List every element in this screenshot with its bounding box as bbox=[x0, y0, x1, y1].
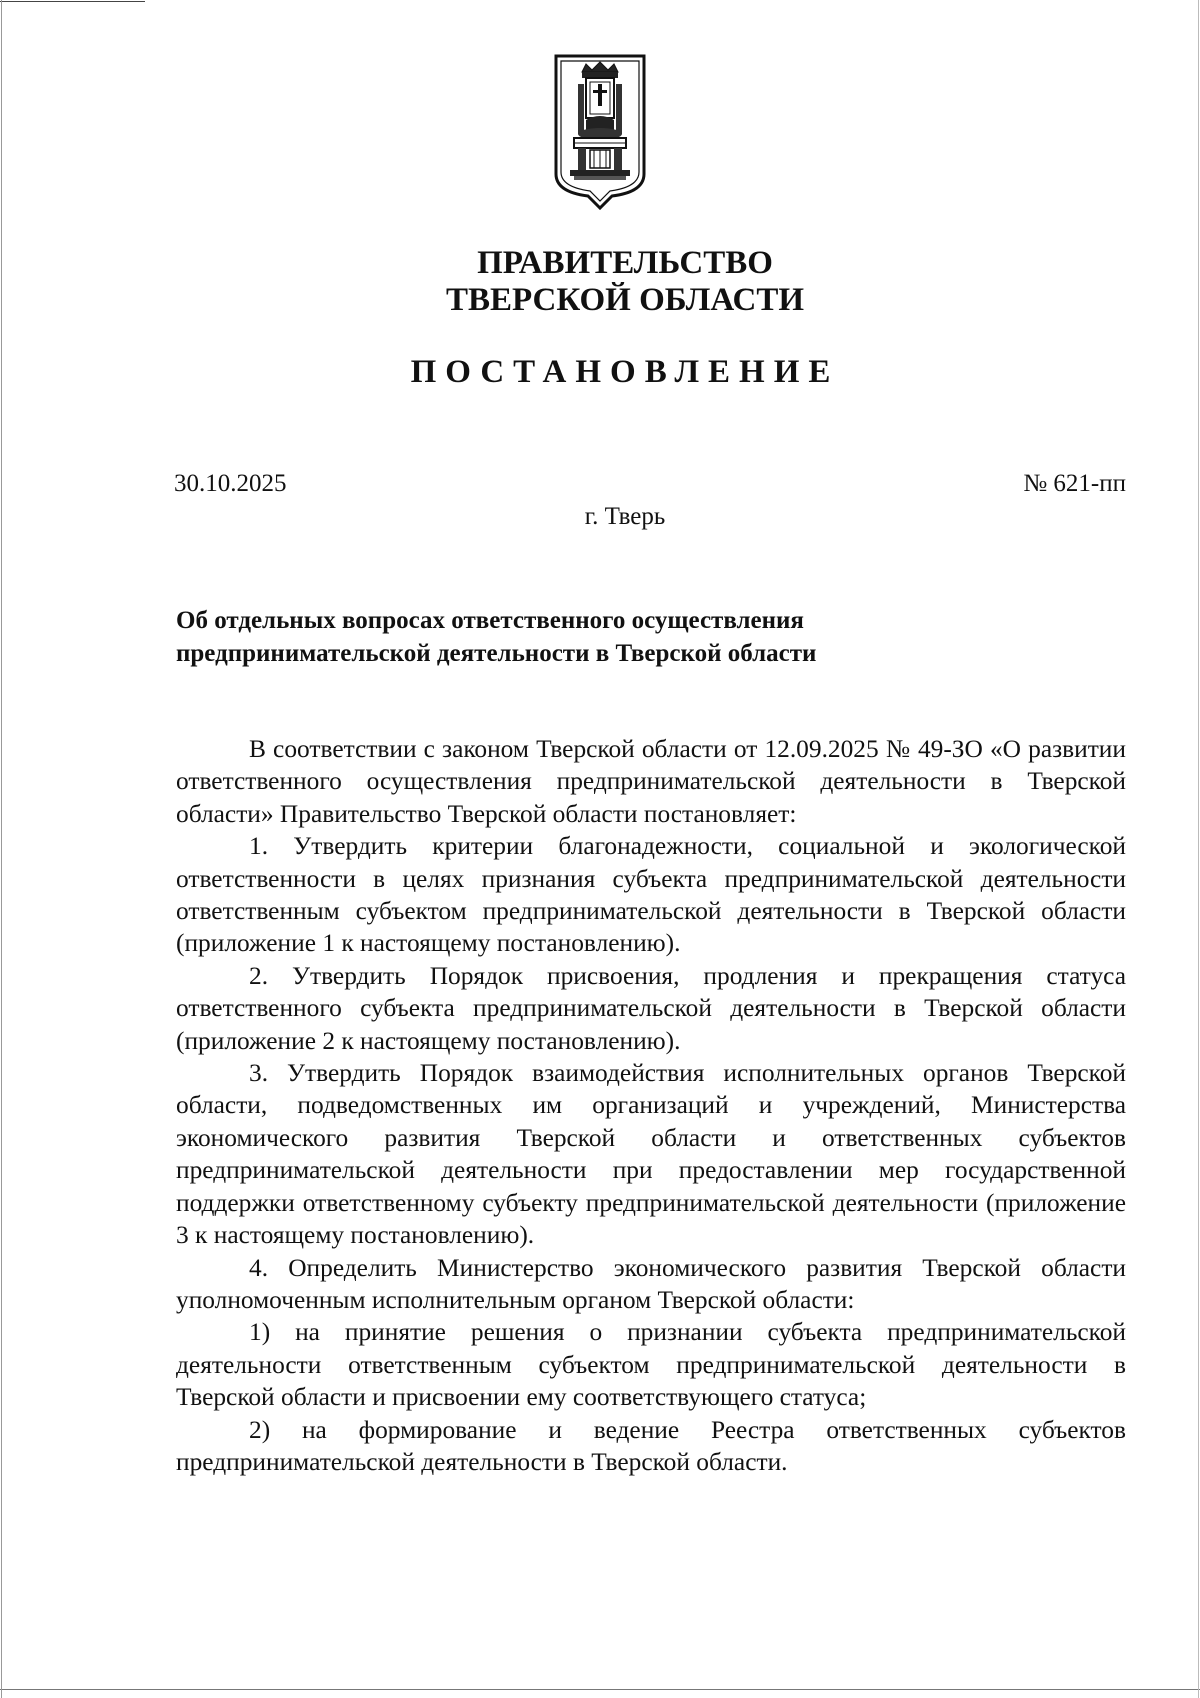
organization-name bbox=[0, 245, 1200, 319]
body-paragraph-item-4: 4. Определить Министерство экономического развития Тверской области уполномоченным исполнительным органом Тверской области: bbox=[176, 1253, 1126, 1314]
document-body bbox=[176, 733, 1126, 1478]
organization-name-line2: ТВЕРСКОЙ ОБЛАСТИ bbox=[445, 282, 805, 318]
document-number: № 621-пп bbox=[1023, 470, 1126, 497]
body-paragraph-preamble: В соответствии с законом Тверской области от 12.09.2025 № 49-ЗО «О развитии ответственного осуществления предпринимательской деятельности в Тверской области» Правительство Тверской области постановляет: bbox=[176, 735, 1126, 828]
tver-region-coat-of-arms-icon bbox=[552, 54, 648, 210]
body-paragraph-item-4-1: 1) на принятие решения о признании субъекта предпринимательской деятельности ответственным субъектом предпринимательской деятельности в Тверской области и присвоении ему соответствующего статуса; bbox=[176, 1318, 1126, 1412]
document-type: ПОСТАНОВЛЕНИЕ bbox=[410, 354, 840, 390]
organization-name-line1: ПРАВИТЕЛЬСТВО bbox=[477, 245, 773, 281]
document-date: 30.10.2025 bbox=[174, 470, 287, 497]
body-paragraph-item-4-2: 2) на формирование и ведение Реестра ответственных субъектов предпринимательской деятельности в Тверской области. bbox=[176, 1415, 1126, 1476]
body-paragraph-item-2: 2. Утвердить Порядок присвоения, продления и прекращения статуса ответственного субъекта предпринимательской деятельности в Тверской области (приложение 2 к настоящему постановлению). bbox=[176, 961, 1126, 1055]
document-title-line2: предпринимательской деятельности в Тверской области bbox=[176, 640, 817, 667]
document-city: г. Тверь bbox=[584, 503, 666, 530]
body-paragraph-item-1: 1. Утвердить критерии благонадежности, социальной и экологической ответственности в целях признания субъекта предпринимательской деятельности ответственным субъектом предпринимательской деятельности в Тверской области (приложение 1 к настоящему постановлению). bbox=[176, 832, 1126, 958]
body-paragraph-item-3: 3. Утвердить Порядок взаимодействия исполнительных органов Тверской области, подведомственных им организаций и учреждений, Министерства экономического развития Тверской области и ответственных субъектов предпринимательской деятельности при предоставлении мер государственной поддержки ответственному субъекту предпринимательской деятельности (приложение 3 к настоящему постановлению). bbox=[176, 1059, 1126, 1250]
scan-edge-top bbox=[0, 1, 145, 2]
scan-edge-bottom bbox=[0, 1689, 1200, 1690]
document-title-line1: Об отдельных вопросах ответственного осуществления bbox=[176, 607, 804, 634]
document-title bbox=[176, 604, 976, 670]
